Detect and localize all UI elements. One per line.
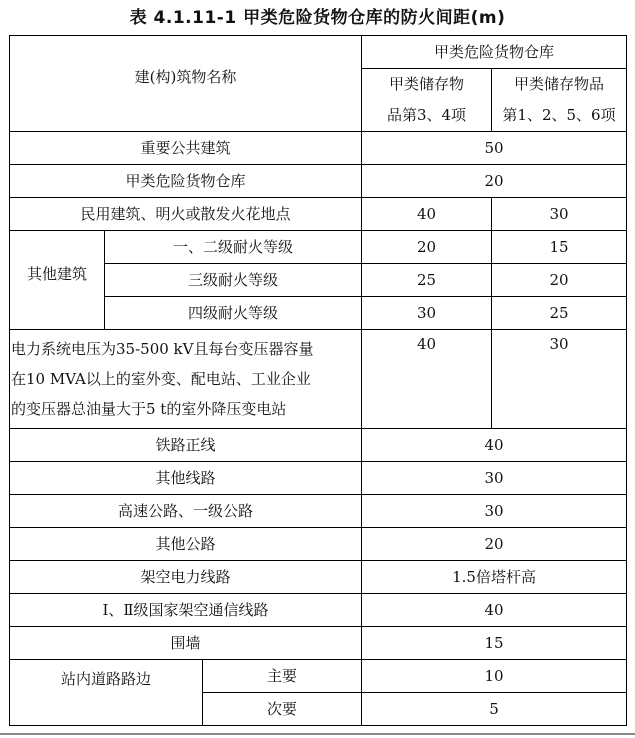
row-label-other-lines: 其他线路 [10,462,362,495]
header-warehouse: 甲类危险货物仓库 [362,36,627,69]
table-row [10,132,627,165]
row-value-class-a-warehouse: 20 [362,165,627,198]
table-row [10,429,627,462]
power-system-line1: 电力系统电压为35-500 kV且每台变压器容量 [11,340,314,358]
table-row [10,495,627,528]
header-sub2-line2: 第1、2、5、6项 [502,106,616,124]
row-value-grade4-1: 30 [362,297,492,330]
table-title: 表 4.1.11-1 甲类危险货物仓库的防火间距(m) [129,8,506,28]
header-sub1 [362,69,492,132]
row-label-overhead-power: 架空电力线路 [10,561,362,594]
row-value-civil-fire-2: 30 [492,198,627,231]
row-label-power-system [10,330,362,429]
header-row-1 [10,36,627,69]
power-system-line3: 的变压器总油量大于5 t的室外降压变电站 [11,400,287,418]
header-sub1-line2: 品第3、4项 [386,106,467,124]
row-value-station-road-secondary: 5 [362,693,627,726]
header-sub1-line1: 甲类储存物 [389,75,465,93]
row-value-grade12-2: 15 [492,231,627,264]
table-row [10,594,627,627]
row-label-station-road-main: 主要 [203,660,362,693]
row-label-station-road [10,660,203,726]
table-row [10,165,627,198]
table-row [10,528,627,561]
table-row [10,231,627,264]
row-value-grade3-2: 20 [492,264,627,297]
row-label-important-public: 重要公共建筑 [10,132,362,165]
row-value-railway-main: 40 [362,429,627,462]
table-row [10,462,627,495]
page-bottom-divider [0,733,635,735]
row-label-grade12: 一、二级耐火等级 [105,231,362,264]
row-value-telecom: 40 [362,594,627,627]
row-label-civil-fire: 民用建筑、明火或散发火花地点 [10,198,362,231]
row-value-important-public: 50 [362,132,627,165]
row-value-station-road-main: 10 [362,660,627,693]
row-label-station-road-secondary: 次要 [203,693,362,726]
row-value-grade3-1: 25 [362,264,492,297]
row-label-grade3: 三级耐火等级 [105,264,362,297]
row-value-other-roads: 20 [362,528,627,561]
fire-spacing-table [9,35,627,726]
header-sub2-line1: 甲类储存物品 [514,75,605,93]
row-value-power-system-2: 30 [492,330,627,429]
row-label-class-a-warehouse: 甲类危险货物仓库 [10,165,362,198]
other-buildings-label: 其他建筑 [26,265,87,283]
row-label-expressway: 高速公路、一级公路 [10,495,362,528]
table-row [10,660,627,693]
row-value-other-lines: 30 [362,462,627,495]
row-label-other-buildings [10,231,105,330]
row-label-other-roads: 其他公路 [10,528,362,561]
row-value-grade4-2: 25 [492,297,627,330]
table-row [10,198,627,231]
table-row [10,627,627,660]
row-value-fence: 15 [362,627,627,660]
station-road-label: 站内道路路边 [60,670,151,688]
table-row [10,561,627,594]
power-system-line2: 在10 MVA以上的室外变、配电站、工业企业 [11,370,311,388]
row-value-grade12-1: 20 [362,231,492,264]
header-sub2 [492,69,627,132]
row-value-expressway: 30 [362,495,627,528]
table-row [10,330,627,429]
row-label-grade4: 四级耐火等级 [105,297,362,330]
header-name-label: 建(构)筑物名称 [134,68,237,86]
row-value-overhead-power: 1.5倍塔杆高 [362,561,627,594]
row-label-fence: 围墙 [10,627,362,660]
row-label-railway-main: 铁路正线 [10,429,362,462]
row-label-telecom: Ⅰ、Ⅱ级国家架空通信线路 [10,594,362,627]
row-value-civil-fire-1: 40 [362,198,492,231]
header-name-col [10,36,362,132]
row-value-power-system-1: 40 [362,330,492,429]
